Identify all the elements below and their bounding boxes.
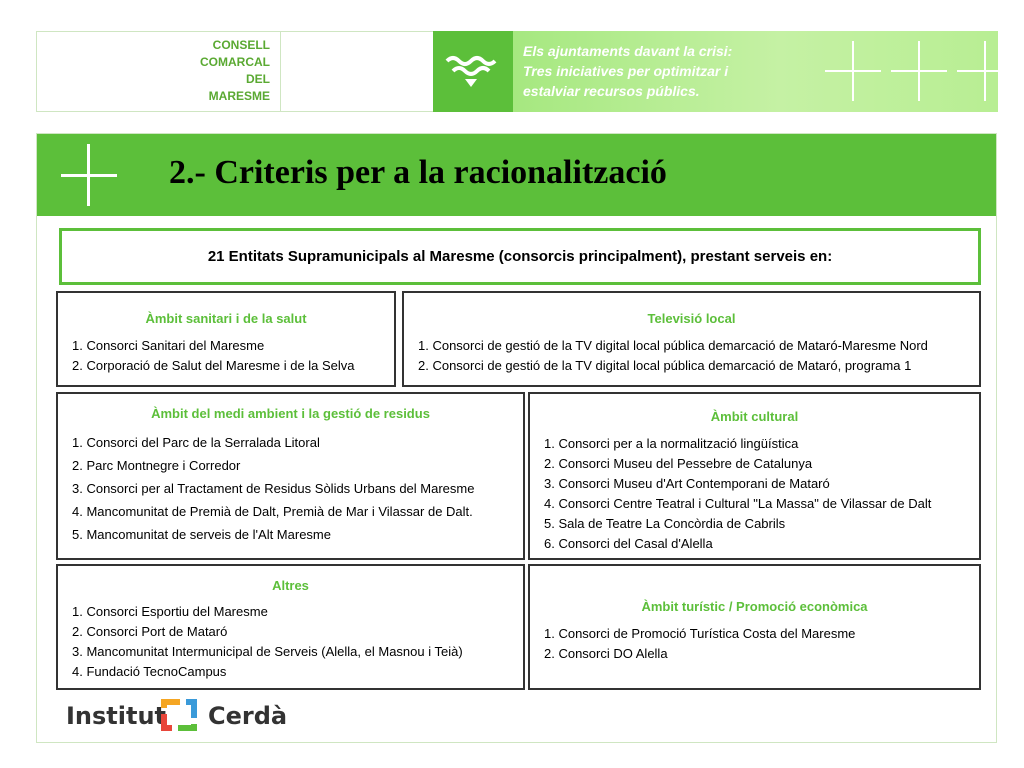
institut-cerda-mark-icon xyxy=(160,698,198,732)
logo-word: Institut xyxy=(66,702,167,730)
list-item: 5. Mancomunitat de serveis de l'Alt Maresme xyxy=(72,527,331,542)
section-list xyxy=(418,336,979,376)
page-title: 2.- Criteris per a la racionalització xyxy=(169,154,667,191)
plus-icon xyxy=(825,41,881,101)
list-item: 1. Consorci de gestió de la TV digital local pública demarcació de Mataró-Maresme Nord xyxy=(418,338,928,353)
list-item: 2. Parc Montnegre i Corredor xyxy=(72,458,241,473)
consell-logo xyxy=(433,31,513,112)
logo-word: Cerdà xyxy=(208,702,288,730)
list-item: 3. Consorci Museu d'Art Contemporani de Mataró xyxy=(544,476,830,491)
section-title: Altres xyxy=(272,578,309,593)
section-title: Televisió local xyxy=(647,311,736,326)
section-list xyxy=(72,431,523,546)
org-line: MARESME xyxy=(208,89,270,103)
list-item: 2. Consorci DO Alella xyxy=(544,646,668,661)
section-title: Àmbit turístic / Promoció econòmica xyxy=(641,599,868,614)
consell-wave-icon xyxy=(433,31,513,112)
title-band xyxy=(37,134,996,216)
section-tv xyxy=(402,291,981,387)
summary-banner xyxy=(59,228,981,285)
organization-block xyxy=(37,32,281,111)
list-item: 4. Consorci Centre Teatral i Cultural "La Massa" de Vilassar de Dalt xyxy=(544,496,932,511)
list-item: 2. Consorci de gestió de la TV digital local pública demarcació de Mataró, programa 1 xyxy=(418,358,912,373)
list-item: 1. Consorci de Promoció Turística Costa del Maresme xyxy=(544,626,856,641)
list-item: 1. Consorci per a la normalització lingüística xyxy=(544,436,799,451)
list-item: 4. Mancomunitat de Premià de Dalt, Premià de Mar i Vilassar de Dalt. xyxy=(72,504,473,519)
list-item: 1. Consorci Esportiu del Maresme xyxy=(72,604,268,619)
section-medi-ambient xyxy=(56,392,525,560)
header xyxy=(36,31,997,112)
section-list xyxy=(544,434,979,554)
list-item: 2. Consorci Museu del Pessebre de Catalunya xyxy=(544,456,813,471)
section-title: Àmbit del medi ambient i la gestió de residus xyxy=(151,406,430,421)
section-list xyxy=(72,602,523,682)
header-title xyxy=(523,41,793,101)
institut-cerda-logo xyxy=(52,692,288,742)
section-turistic xyxy=(528,564,981,690)
header-title-band xyxy=(513,31,998,112)
header-title-line: Tres iniciatives per optimitzar i xyxy=(523,63,729,79)
list-item: 2. Consorci Port de Mataró xyxy=(72,624,228,639)
plus-icon xyxy=(61,144,117,206)
org-line: CONSELL xyxy=(212,38,270,52)
section-cultural xyxy=(528,392,981,560)
list-item: 3. Consorci per al Tractament de Residus Sòlids Urbans del Maresme xyxy=(72,481,475,496)
list-item: 3. Mancomunitat Intermunicipal de Serveis (Alella, el Masnou i Teià) xyxy=(72,644,463,659)
header-title-line: Els ajuntaments davant la crisi: xyxy=(523,43,733,59)
list-item: 6. Consorci del Casal d'Alella xyxy=(544,536,713,551)
list-item: 5. Sala de Teatre La Concòrdia de Cabrils xyxy=(544,516,786,531)
organization-name xyxy=(200,37,270,105)
summary-banner-text: 21 Entitats Supramunicipals al Maresme (consorcis principalment), prestant serveis en: xyxy=(207,248,833,265)
section-altres xyxy=(56,564,525,690)
section-list xyxy=(72,336,394,376)
plus-icon xyxy=(891,41,947,101)
header-title-line: estalviar recursos públics. xyxy=(523,83,700,99)
plus-icon xyxy=(957,41,1013,101)
section-title: Àmbit sanitari i de la salut xyxy=(145,311,307,326)
org-line: DEL xyxy=(246,72,270,86)
section-salut xyxy=(56,291,396,387)
org-line: COMARCAL xyxy=(200,55,270,69)
section-title: Àmbit cultural xyxy=(710,409,799,424)
list-item: 1. Consorci Sanitari del Maresme xyxy=(72,338,265,353)
list-item: 2. Corporació de Salut del Maresme i de la Selva xyxy=(72,358,355,373)
list-item: 4. Fundació TecnoCampus xyxy=(72,664,227,679)
section-list xyxy=(544,624,979,664)
list-item: 1. Consorci del Parc de la Serralada Litoral xyxy=(72,435,320,450)
